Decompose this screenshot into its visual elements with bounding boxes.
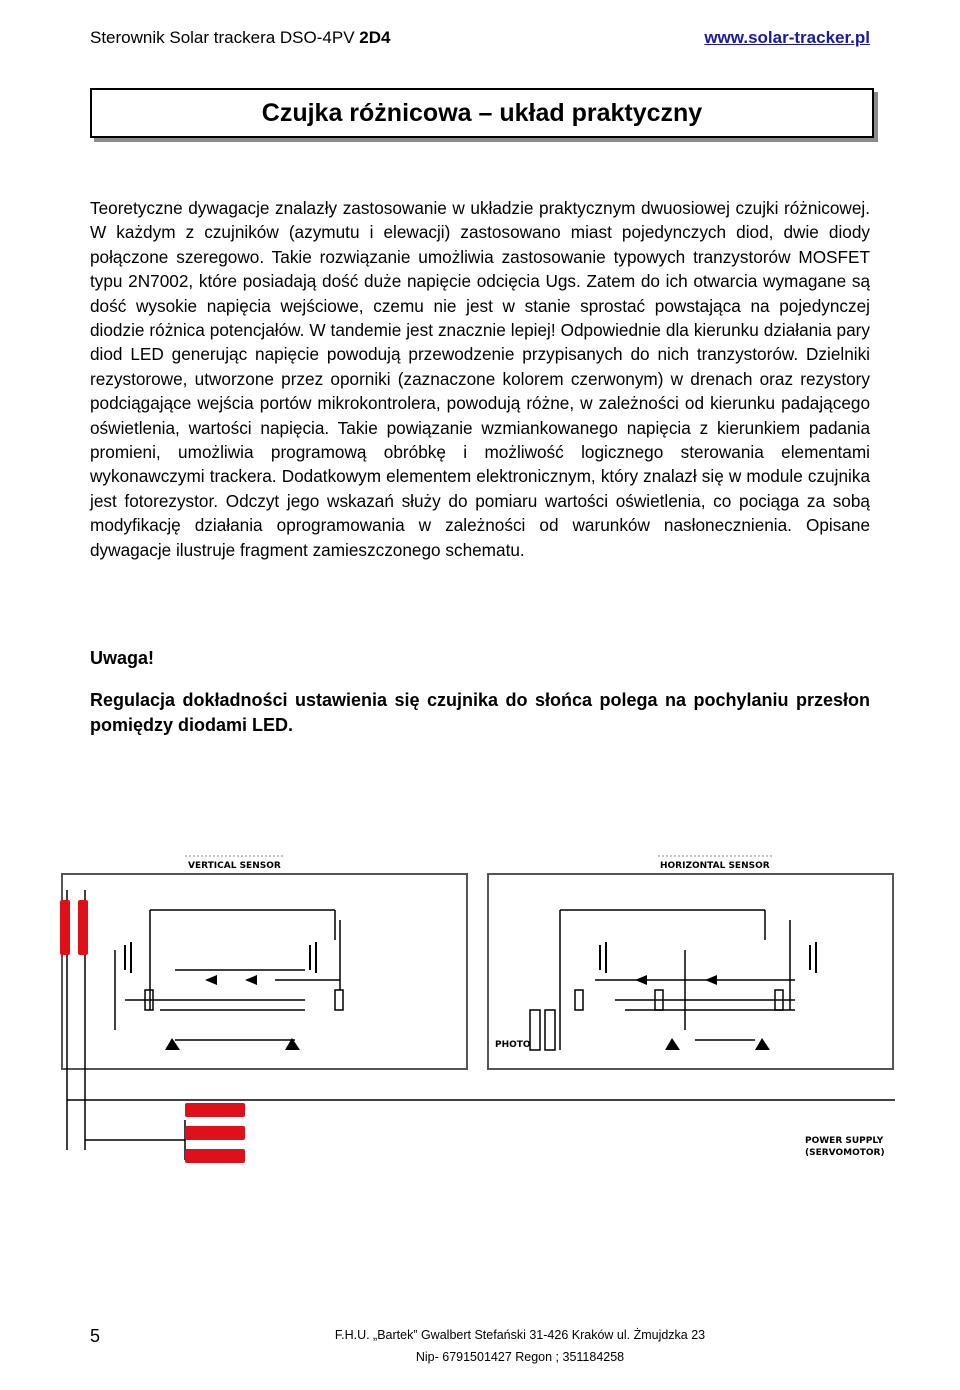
- page-title-box: [90, 88, 874, 138]
- label-photo: PHOTO: [495, 1040, 531, 1050]
- warning-heading: Uwaga!: [90, 648, 155, 668]
- label-power-supply: POWER SUPPLY: [805, 1136, 884, 1146]
- page-header: [90, 28, 870, 58]
- label-horizontal-sensor: HORIZONTAL SENSOR: [660, 861, 770, 871]
- red-resistors: [60, 900, 245, 1163]
- page-number: 5: [90, 1326, 101, 1346]
- warning-text: Regulacja dokładności ustawienia się czujnika do słońca polega na pochylaniu przesłon pomiędzy diodami LED.: [90, 690, 870, 735]
- header-model: 2D4: [359, 28, 391, 47]
- horizontal-sensor-box: [488, 874, 893, 1069]
- page-title: Czujka różnicowa – układ praktyczny: [261, 98, 703, 127]
- header-website-link[interactable]: www.solar-tracker.pl: [704, 28, 870, 47]
- sensor-schematic: [55, 850, 900, 1180]
- label-servomotor: (SERVOMOTOR): [805, 1148, 885, 1158]
- header-title-text: Sterownik Solar trackera DSO-4PV: [90, 28, 360, 47]
- footer-company: F.H.U. „Bartek” Gwalbert Stefański 31-426 Kraków ul. Żmujdzka 23: [334, 1328, 706, 1342]
- footer-ids: Nip- 6791501427 Regon ; 351184258: [415, 1350, 625, 1364]
- header-title: [90, 28, 390, 48]
- body-paragraph: Teoretyczne dywagacje znalazły zastosowanie w układzie praktycznym dwuosiowej czujki różnicowej. W każdym z czujników (azymutu i elewacji) zastosowano miast pojedynczych diod, dwie diody połączone szeregowo. Takie rozwiązanie umożliwia zastosowanie typowych tranzystorów MOSFET typu 2N7002, które posiadają dość duże napięcie odcięcia Ugs. Zatem do ich otwarcia wymagane są dość wysokie napięcia wejściowe, czemu nie jest w stanie sprostać powstająca na pojedynczej diodzie różnica potencjałów. W tandemie jest znacznie lepiej! Odpowiednie dla kierunku działania pary diod LED generując napięcie powodują przewodzenie przypisanych do nich tranzystorów. Dzielniki rezystorowe, utworzone przez oporniki (zaznaczone kolorem czerwonym) w drenach oraz rezystory podciągające wejścia portów mikrokontrolera, powodują różne, w zależności od kierunku padającego oświetlenia, wartości napięcia. Takie powiązanie wzmiankowanego napięcia z kierunkiem padania promieni, umożliwia programową obróbkę i możliwość logicznego sterowania elementami wykonawczymi trackera. Dodatkowym elementem elektronicznym, który znalazł się w module czujnika jest fotorezystor. Odczyt jego wskazań służy do pomiaru wartości oświetlenia, co pociąga za sobą modyfikację działania oprogramowania w zależności od warunków nasłonecznienia. Opisane dywagacje ilustruje fragment zamieszczonego schematu.: [90, 198, 870, 560]
- label-vertical-sensor: VERTICAL SENSOR: [188, 861, 281, 871]
